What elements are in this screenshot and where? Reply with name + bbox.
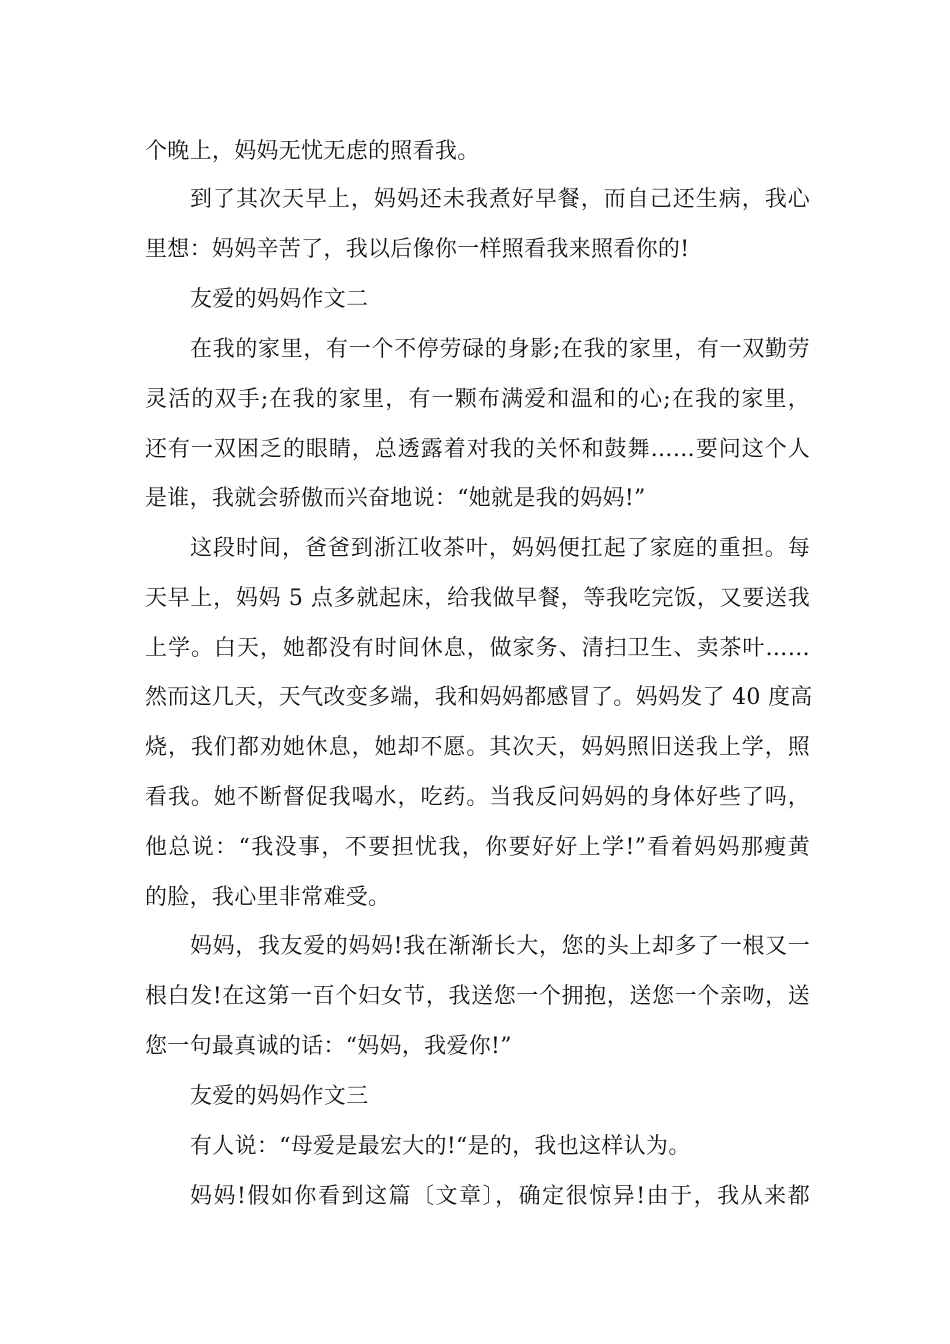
text-line: 灵活的双手;在我的家里，有一颗布满爱和温和的心;在我的家里， bbox=[145, 387, 810, 412]
text-line: 上学。白天，她都没有时间休息，做家务、清扫卫生、卖茶叶…… bbox=[145, 636, 810, 661]
text-line: 他总说：“我没事，不要担忧我，你要好好上学!”看着妈妈那瘦黄 bbox=[145, 835, 810, 860]
section-heading: 友爱的妈妈作文三 bbox=[190, 1084, 369, 1109]
text-line: 有人说：“母爱是最宏大的!“是的，我也这样认为。 bbox=[190, 1134, 691, 1159]
text-line: 里想：妈妈辛苦了，我以后像你一样照看我来照看你的! bbox=[145, 237, 690, 262]
text-line: 然而这几天，天气改变多端，我和妈妈都感冒了。妈妈发了 40 度高 bbox=[145, 685, 813, 710]
text-line: 天早上，妈妈 5 点多就起床，给我做早餐，等我吃完饭，又要送我 bbox=[145, 586, 810, 611]
text-line: 这段时间，爸爸到浙江收茶叶，妈妈便扛起了家庭的重担。每 bbox=[190, 536, 810, 561]
text-line: 妈妈!假如你看到这篇〔文章〕，确定很惊异!由于，我从来都 bbox=[190, 1184, 810, 1209]
text-line: 您一句最真诚的话：“妈妈，我爱你!” bbox=[145, 1034, 512, 1059]
section-heading: 友爱的妈妈作文二 bbox=[190, 287, 369, 312]
text-line: 看我。她不断督促我喝水，吃药。当我反问妈妈的身体好些了吗， bbox=[145, 785, 810, 810]
text-line: 在我的家里，有一个不停劳碌的身影;在我的家里，有一双勤劳 bbox=[190, 337, 810, 362]
text-line: 还有一双困乏的眼睛，总透露着对我的关怀和鼓舞……要问这个人 bbox=[145, 437, 810, 462]
text-line: 是谁，我就会骄傲而兴奋地说：“她就是我的妈妈!” bbox=[145, 486, 646, 511]
text-line: 个晚上，妈妈无忧无虑的照看我。 bbox=[145, 139, 480, 164]
text-line: 妈妈，我友爱的妈妈!我在渐渐长大，您的头上却多了一根又一 bbox=[190, 934, 810, 959]
text-line: 的脸，我心里非常难受。 bbox=[145, 885, 391, 910]
text-line: 根白发!在这第一百个妇女节，我送您一个拥抱，送您一个亲吻，送 bbox=[145, 984, 810, 1009]
text-line: 烧，我们都劝她休息，她却不愿。其次天，妈妈照旧送我上学，照 bbox=[145, 735, 810, 760]
text-line: 到了其次天早上，妈妈还未我煮好早餐，而自己还生病，我心 bbox=[190, 187, 810, 212]
